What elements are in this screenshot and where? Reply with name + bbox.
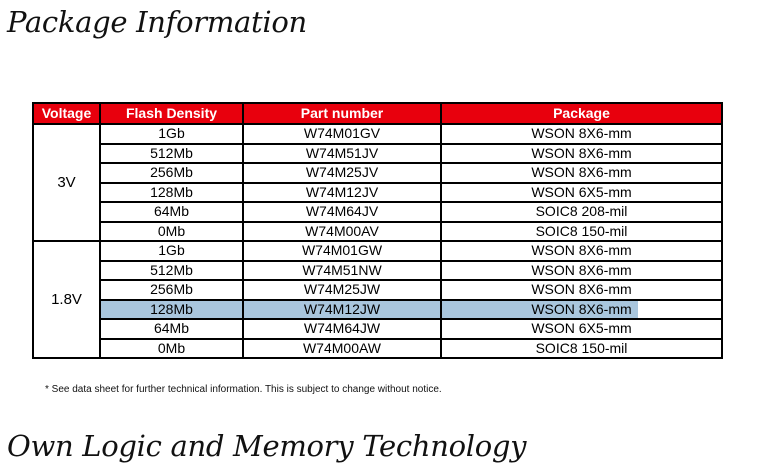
table-row [33,280,722,300]
package-cell: WSON 8X6-mm [441,144,722,164]
density-cell: 512Mb [100,144,243,164]
package-cell: WSON 8X6-mm [441,124,722,144]
part-number-cell: W74M01GV [243,124,441,144]
part-number-cell: W74M12JV [243,183,441,203]
table-row [33,144,722,164]
part-number-cell: W74M64JW [243,319,441,339]
table-row [33,222,722,242]
header-flash-density: Flash Density [100,103,243,124]
package-table [32,102,723,359]
table-header-row [33,103,722,124]
table-row [33,241,722,261]
table-row [33,163,722,183]
header-voltage: Voltage [33,103,100,124]
footnote: * See data sheet for further technical information. This is subject to change without notice. [45,384,442,395]
table-row [33,261,722,281]
package-cell: WSON 8X6-mm [441,261,722,281]
table-row [33,124,722,144]
voltage-cell: 1.8V [33,241,100,358]
table-row [33,202,722,222]
package-cell: WSON 6X5-mm [441,183,722,203]
package-cell: SOIC8 150-mil [441,339,722,359]
part-number-cell: W74M25JV [243,163,441,183]
density-cell: 1Gb [100,124,243,144]
density-cell: 64Mb [100,202,243,222]
package-cell: SOIC8 150-mil [441,222,722,242]
density-cell: 64Mb [100,319,243,339]
table-row [33,339,722,359]
part-number-cell: W74M00AW [243,339,441,359]
part-number-cell: W74M51JV [243,144,441,164]
density-cell: 1Gb [100,241,243,261]
density-cell: 0Mb [100,222,243,242]
density-cell: 128Mb [100,300,243,320]
part-number-cell: W74M00AV [243,222,441,242]
header-package: Package [441,103,722,124]
package-cell: WSON 8X6-mm [441,300,722,320]
density-cell: 128Mb [100,183,243,203]
package-cell: WSON 8X6-mm [441,241,722,261]
package-cell: WSON 8X6-mm [441,163,722,183]
part-number-cell: W74M25JW [243,280,441,300]
package-cell: WSON 6X5-mm [441,319,722,339]
part-number-cell: W74M51NW [243,261,441,281]
package-cell: SOIC8 208-mil [441,202,722,222]
density-cell: 512Mb [100,261,243,281]
header-part-number: Part number [243,103,441,124]
package-cell: WSON 8X6-mm [441,280,722,300]
part-number-cell: W74M64JV [243,202,441,222]
table-row [33,183,722,203]
voltage-cell: 3V [33,124,100,241]
density-cell: 256Mb [100,280,243,300]
density-cell: 0Mb [100,339,243,359]
table-row [33,319,722,339]
part-number-cell: W74M12JW [243,300,441,320]
density-cell: 256Mb [100,163,243,183]
section-title: Own Logic and Memory Technology [7,429,527,463]
page-title: Package Information [7,5,307,39]
table-row [33,300,722,320]
part-number-cell: W74M01GW [243,241,441,261]
